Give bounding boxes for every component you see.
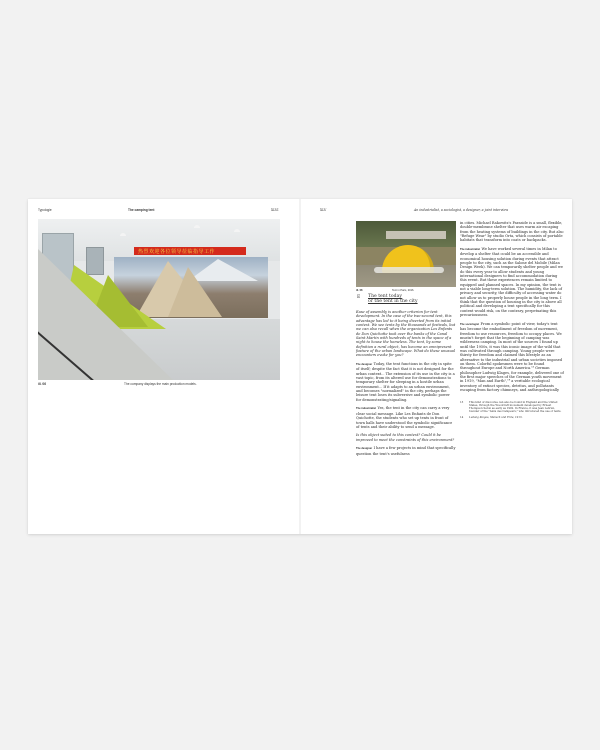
running-head-chapter: The camping tent (128, 208, 155, 212)
beige-tent (168, 267, 222, 317)
footnote: 13 This kind of discourse can also be found in England and the United States, through the Woodcraft movement developed by Ernest Thompson Seton as early as 1902. In France, it was Jean Lebrun, founder of the "Amis des Campeurs," who introduced the use of tents. (460, 400, 562, 413)
section-title: The tent today or the tent in the city (368, 294, 418, 305)
interview-answer: The industrialist Yes, the tent in the city can carry a very clear social message. Like Les Enfants de Don Quichotte, the students who set up tents in front of town halls have understood the symbolic significance of tents and their ability to send a message. (356, 406, 453, 429)
page-number-left: XLVI (271, 208, 279, 212)
photo-caption-number: ill. 06 (38, 382, 46, 386)
open-book-spread (28, 199, 572, 534)
foreground-tent-panel (38, 249, 173, 380)
banner-text: 热烈欢迎各位领导莅临指导工作 (138, 248, 216, 255)
section-number: E (357, 295, 361, 300)
small-photo-caption-number: ill. 08 (356, 289, 363, 292)
interview-continuation: in cities. Michael Rakowitz's Paraside is a small, flexible, double-membrane shelter that uses warm air escaping from the heating systems of buildings in the city. But also "Refuge Wear" by studio Orta, which consists of portable habitats that transform into coats or backpacks. (460, 221, 564, 243)
interview-answer: The sociologist From a symbolic point of view, today's tent has become the embodiment of freedom of movement, freedom to use resources, freedom to occupy places. We mustn't forget that the beginning of camping was wilderness camping. In most of the sources I found up until the 1950s, it was this iconic image of the wild that was cultivated through camping. Young people were thirsty for freedom and claimed this lifestyle as an alternative to the industrial and urban societies imposed on them. Colorful spokesmen were to be found throughout Europe and North America.¹³ German philosopher Ludwig Klages, for example, delivered one of the first major speeches of the German youth movement in 1919, "Man and Earth",¹⁴ a veritable ecological inventory of extinct species, detritus, and pollutants escaping from factory chimneys, and anthropologically (460, 321, 564, 392)
photo-caption: The company displays the main production models. (124, 382, 197, 386)
running-head-section: Typologie (38, 208, 52, 212)
interview-answer: The designer Today, the tent functions in the city in spite of itself; despite the fact that it is not designed for the urban context... The extension of its use in the city is a vast topic, from its altered use for demonstrations to temporary shelter for sleeping in a hostile urban environment... If it adapts to an urban environment, and becomes "normalized" in the city, perhaps the leisure tent loses its subversive and symbolic power for demonstrating/signaling. (356, 362, 455, 402)
right-page (300, 199, 572, 534)
running-head-interview: An industrialist, a sociologist, a designer, a joint interview (414, 208, 509, 212)
left-page (28, 199, 300, 534)
page-number-right: XLV (320, 208, 327, 212)
yellow-tent-photo (356, 221, 456, 287)
interview-question: Ease of assembly is another criterion for tent development. In the case of the two-second tent, this advantage has led to it being diverted from its initial context. We see tents by the thousands at festivals, but we can also recall when the organization Les Enfants de Don Quichotte took over the banks of the Canal Saint Martin with hundreds of tents in the space of a night to house the homeless. The tent, by some definition a rural object, has become an omnipresent feature of the urban landscape. What do these unusual encounters evoke for you? (356, 310, 456, 358)
interview-answer: The designer I have a few projects in mind that specifically question the tent's usefulness (356, 446, 456, 456)
text-column-2 (460, 221, 564, 422)
interview-answer: The industrialist We have worked several times in Milan to develop a shelter that could be an accessible and economical housing solution during events that attract people to the city, such as the Salone del Mobile (Milan Design Week). We can temporarily shelter people and we do this every year to allow students and young international designers to find accommodation during this event. But these experiences remain limited to equipped and planned spaces. In my opinion, the tent is not a viable long-term solution. The humidity, the lack of privacy and security, the difficulty of accessing water do not allow us to properly house people in the long term. I think that the question of housing in the city is above all political and developing a tent specifically for this context would risk, on the contrary, perpetuating this precariousness. (460, 247, 563, 318)
small-photo-caption: Tent in Paris, 2016. (392, 289, 415, 292)
interview-question: Is this object suited to this context? Could it be improved to meet the constraints of this environment? (356, 433, 455, 442)
showroom-tent-photo (38, 219, 280, 380)
footnote: 14 Ludwig Klages, Mensch und Erde, 1913. (460, 415, 523, 419)
text-column-1 (356, 310, 456, 460)
